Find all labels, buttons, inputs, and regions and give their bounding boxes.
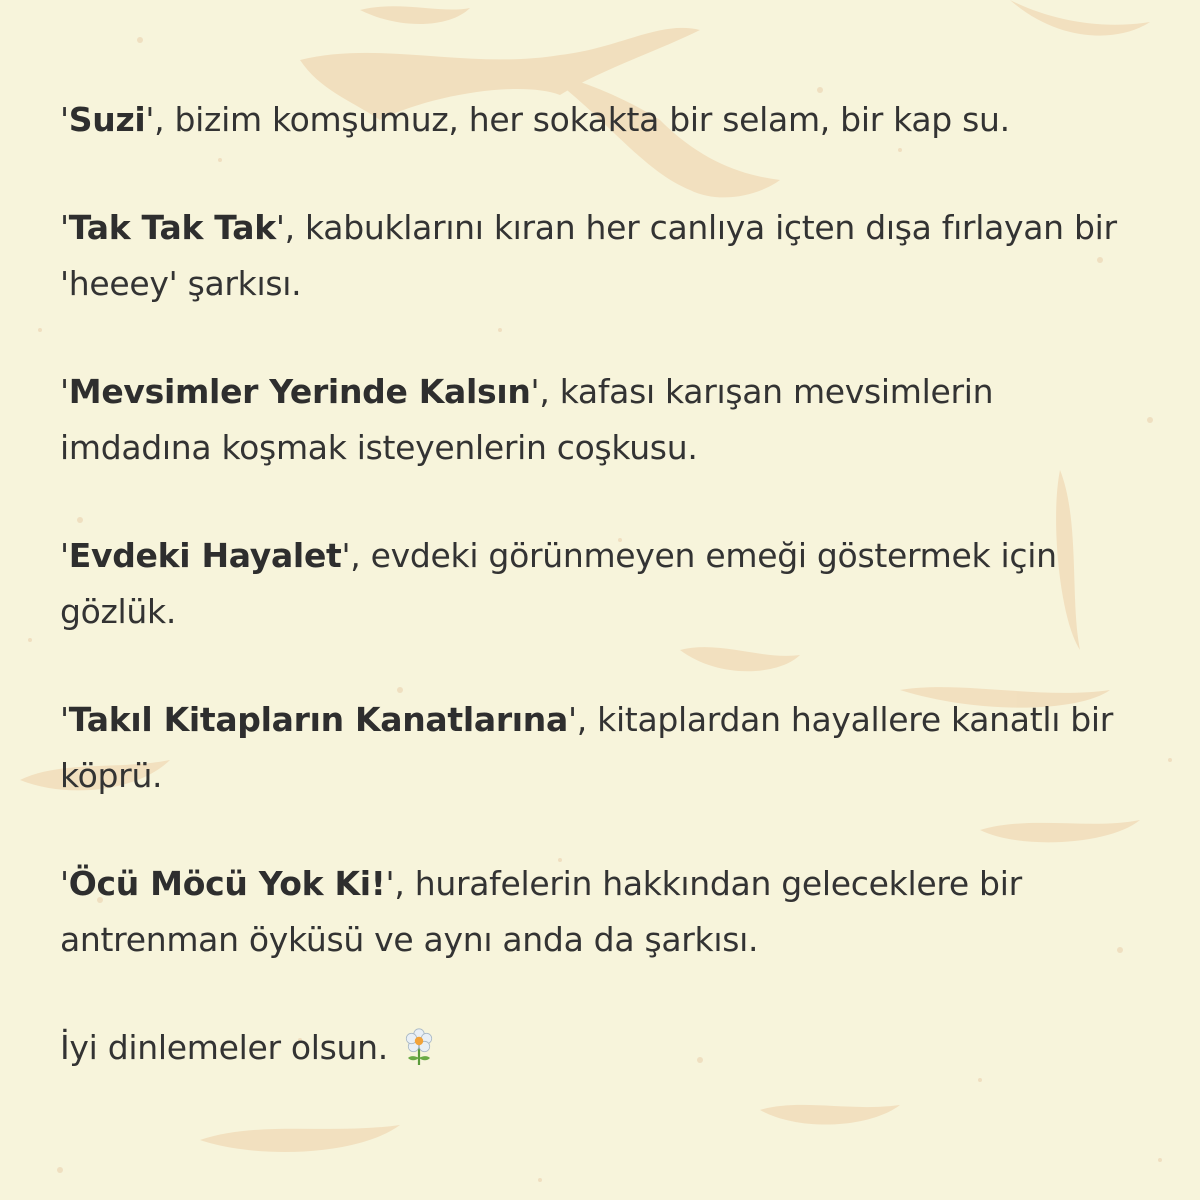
paragraph-suzi (60, 92, 1145, 148)
text-content (60, 92, 1145, 1076)
flower-icon (402, 1027, 436, 1067)
paragraph-takil-kitaplarin (60, 692, 1145, 804)
quote-close: ' (567, 700, 577, 739)
paragraph-title: Öcü Möcü Yok Ki! (68, 864, 386, 903)
paragraph-text: , evdeki görünmeyen emeği göstermek için gözlük. (60, 536, 1057, 631)
quote-open: ' (60, 208, 69, 247)
paragraph-tak-tak-tak (60, 200, 1145, 312)
closing-text: İyi dinlemeler olsun. (60, 1028, 388, 1067)
quote-open: ' (60, 864, 69, 903)
paragraph-text: , hurafelerin hakkından geleceklere bir antrenman öyküsü ve aynı anda da şarkısı. (60, 864, 1022, 959)
paragraph-title: Takıl Kitapların Kanatlarına (68, 700, 568, 739)
quote-close: ' (145, 100, 155, 139)
quote-open: ' (60, 372, 69, 411)
quote-close: ' (385, 864, 395, 903)
paragraph-text: , kafası karışan mevsimlerin imdadına koşmak isteyenlerin coşkusu. (60, 372, 994, 467)
quote-close: ' (341, 536, 351, 575)
paragraph-title: Suzi (68, 100, 146, 139)
paragraph-title: Evdeki Hayalet (68, 536, 342, 575)
quote-open: ' (60, 700, 69, 739)
paragraph-ocu-mocu (60, 856, 1145, 968)
quote-close: ' (275, 208, 285, 247)
quote-open: ' (60, 536, 69, 575)
paragraph-title: Mevsimler Yerinde Kalsın (68, 372, 531, 411)
paragraph-text: , bizim komşumuz, her sokakta bir selam, bir kap su. (154, 100, 1010, 139)
quote-close: ' (530, 372, 540, 411)
paragraph-evdeki-hayalet (60, 528, 1145, 640)
quote-open: ' (60, 100, 69, 139)
closing-line (60, 1020, 1145, 1076)
paragraph-text: , kitaplardan hayallere kanatlı bir köprü. (60, 700, 1114, 795)
paragraph-text: , kabuklarını kıran her canlıya içten dışa fırlayan bir 'heeey' şarkısı. (60, 208, 1117, 303)
paragraph-title: Tak Tak Tak (68, 208, 276, 247)
paragraph-mevsimler (60, 364, 1145, 476)
